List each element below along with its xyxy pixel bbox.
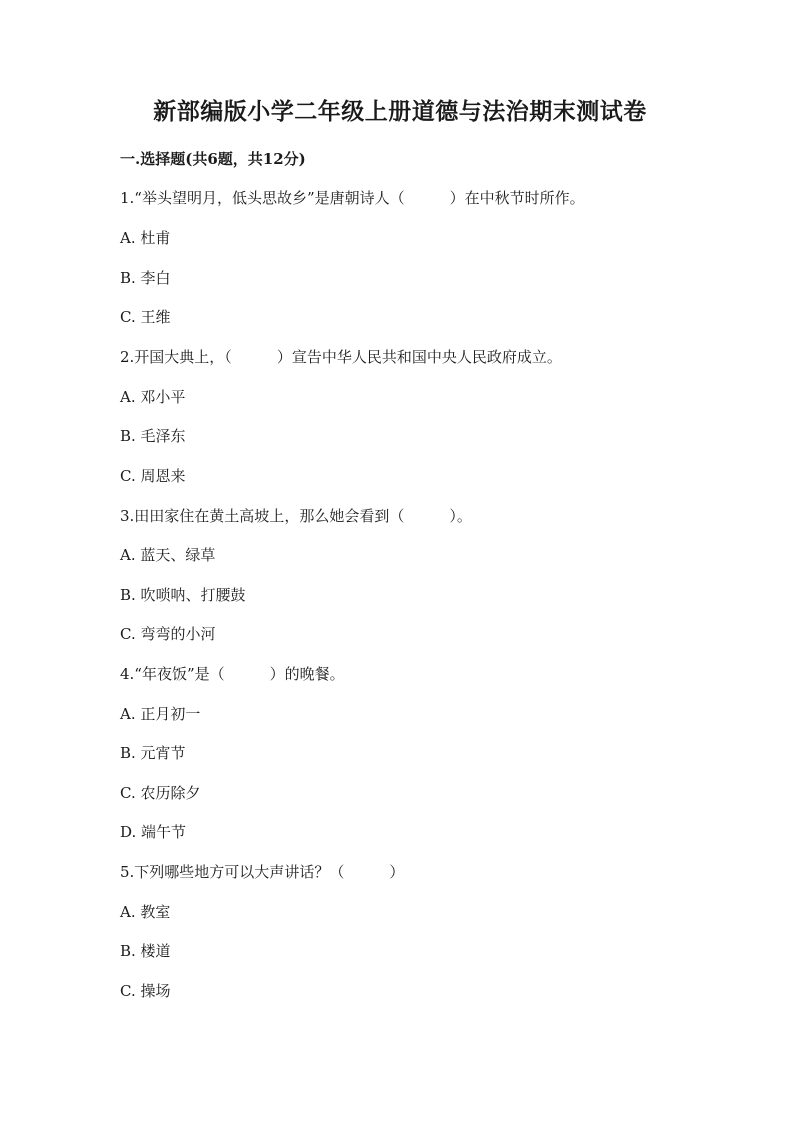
answer-option: A. 正月初一 bbox=[120, 705, 201, 723]
section-heading: 一.选择题(共6题，共12分) bbox=[120, 150, 306, 168]
answer-option: C. 农历除夕 bbox=[120, 784, 201, 802]
answer-option: C. 周恩来 bbox=[120, 467, 186, 485]
answer-option: B. 楼道 bbox=[120, 942, 171, 960]
answer-option: B. 吹唢呐、打腰鼓 bbox=[120, 586, 246, 604]
answer-option: C. 操场 bbox=[120, 982, 171, 1000]
answer-option: A. 蓝天、绿草 bbox=[120, 546, 216, 564]
question-stem: 3.田田家住在黄土高坡上，那么她会看到（ ）。 bbox=[120, 507, 472, 525]
answer-option: B. 元宵节 bbox=[120, 744, 186, 762]
question-stem: 5.下列哪些地方可以大声讲话？（ ） bbox=[120, 863, 405, 881]
answer-option: A. 教室 bbox=[120, 903, 171, 921]
question-stem: 2.开国大典上，（ ）宣告中华人民共和国中央人民政府成立。 bbox=[120, 348, 562, 366]
answer-option: A. 邓小平 bbox=[120, 388, 186, 406]
answer-option: C. 王维 bbox=[120, 308, 171, 326]
answer-option: C. 弯弯的小河 bbox=[120, 625, 216, 643]
answer-option: D. 端午节 bbox=[120, 823, 187, 841]
question-stem: 1.“举头望明月，低头思故乡”是唐朝诗人（ ）在中秋节时所作。 bbox=[120, 189, 585, 207]
page-title: 新部编版小学二年级上册道德与法治期末测试卷 bbox=[153, 98, 647, 125]
answer-option: A. 杜甫 bbox=[120, 229, 171, 247]
answer-option: B. 毛泽东 bbox=[120, 427, 186, 445]
answer-option: B. 李白 bbox=[120, 269, 171, 287]
question-stem: 4.“年夜饭”是（ ）的晚餐。 bbox=[120, 665, 345, 683]
